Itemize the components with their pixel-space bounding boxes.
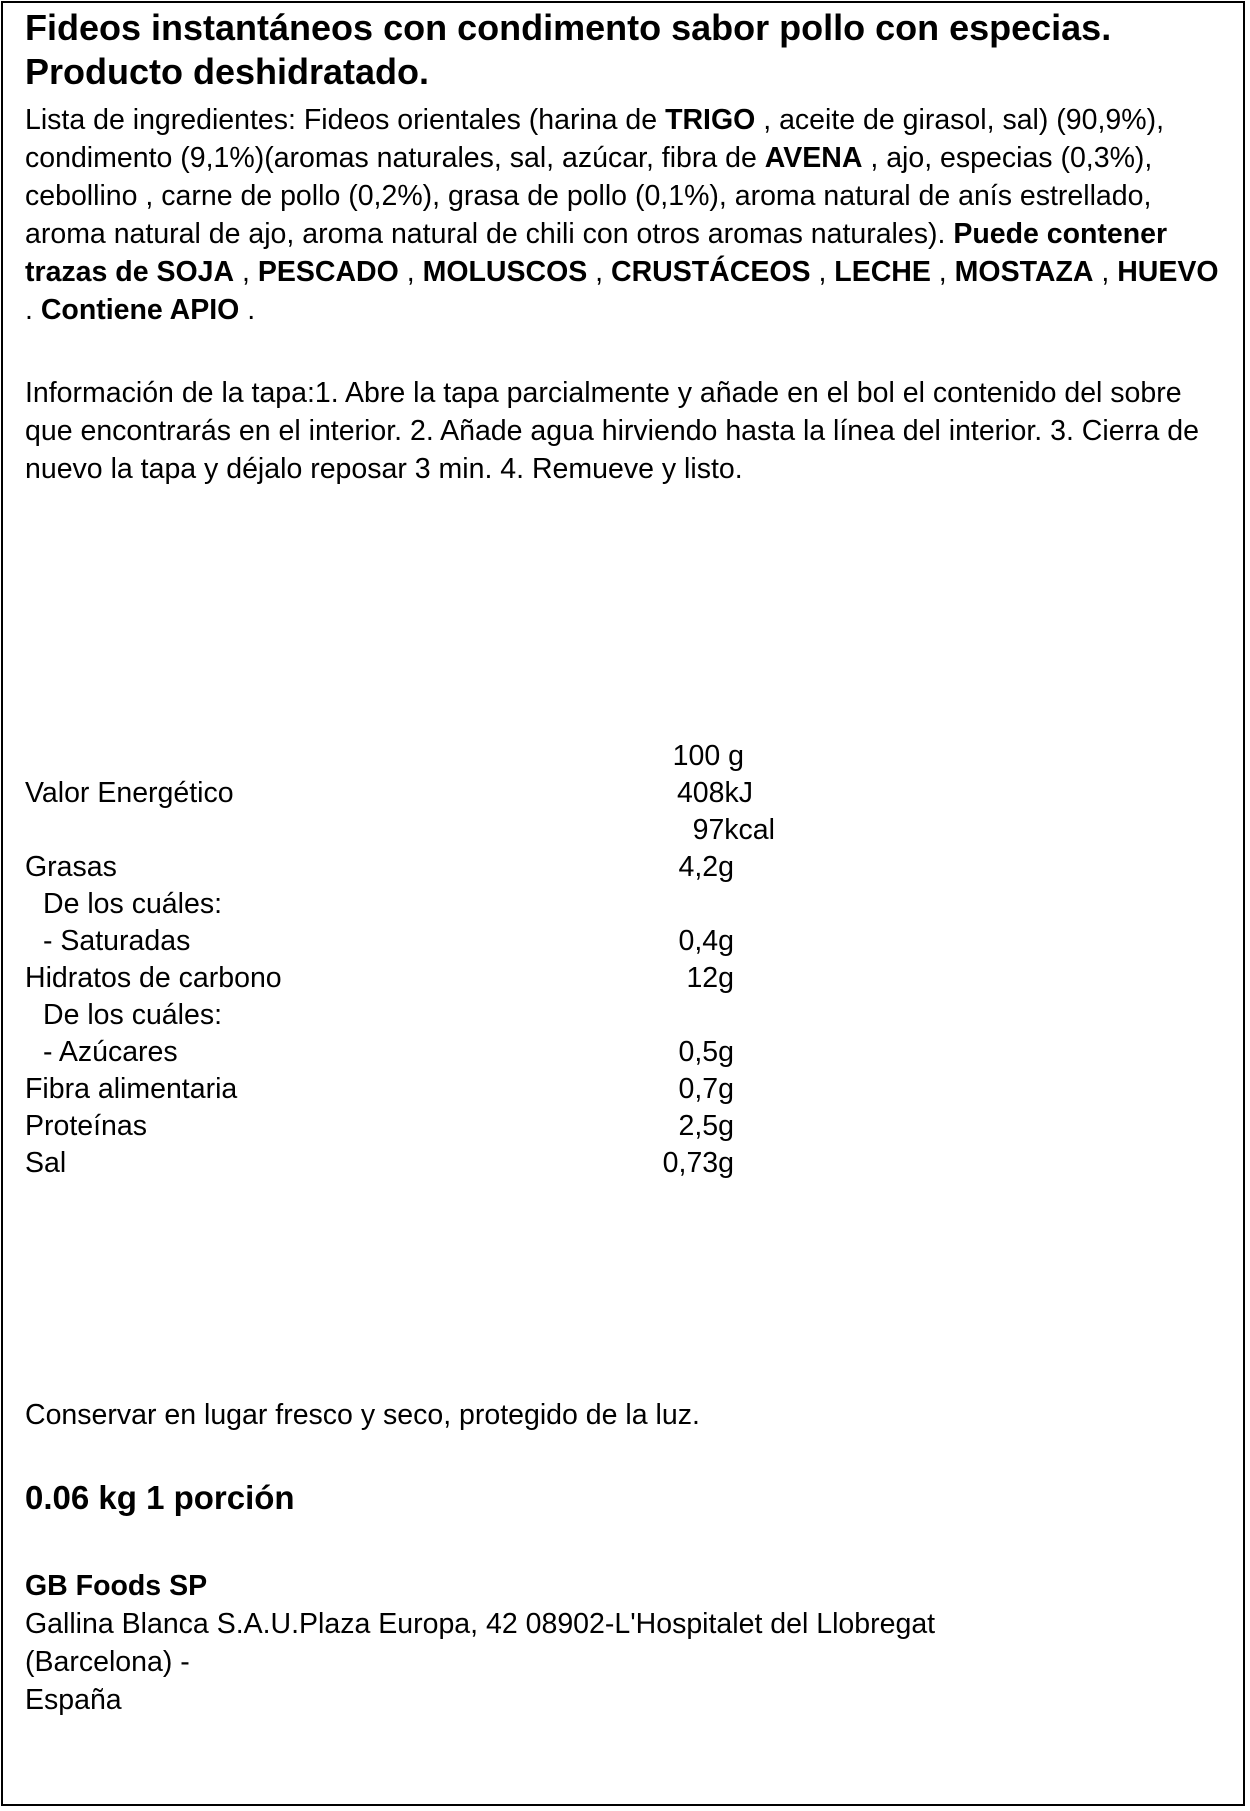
nutrition-label-energy: Valor Energético [25,777,234,809]
nutrition-label-carbohydrates: Hidratos de carbono [25,962,282,994]
nutrition-value-sugars: 0,5g [678,1036,734,1068]
nutrition-header: 100 g [672,740,744,772]
nutrition-label-of-which: De los cuáles: [43,888,223,920]
net-quantity: 0.06 kg 1 porción [25,1479,295,1516]
nutrition-value-saturates: 0,4g [678,925,734,957]
preparation-instructions: Información de la tapa:1. Abre la tapa parcialmente y añade en el bol el contenido del sobre que encontrarás en el interior. 2. Añade agua hirviendo hasta la línea del interior. 3. Cierra de nuevo la tapa y déjalo reposar 3 min. 4. Remueve y listo. [25,377,1200,485]
nutrition-label-fibre: Fibra alimentaria [25,1073,238,1105]
product-title: Fideos instantáneos con condimento sabor pollo con especias. Producto deshidratado. [25,7,1112,92]
nutrition-value-fat: 4,2g [678,851,734,883]
nutrition-value-protein: 2,5g [678,1110,734,1142]
ingredients-list: Lista de ingredientes: Fideos orientales (harina de TRIGO , aceite de girasol, sal) (90,9%), condimento (9,1%)(aromas naturales, sal, azúcar, fibra de AVENA , ajo, especias (0,3%), cebollino , carne de pollo (0,2%), grasa de pollo (0,1%), aroma natural de anís estrellado, aroma natural de ajo, aroma natural de chili con otros aromas naturales). Puede contener trazas de SOJA , PESCADO , MOLUSCOS , CRUSTÁCEOS , LECHE , MOSTAZA , HUEVO . Contiene APIO . [25,104,1219,326]
nutrition-label-salt: Sal [25,1147,67,1179]
nutrition-value-energy-kcal: 97kcal [692,814,775,846]
nutrition-value-energy-kj: 408kJ [676,777,753,809]
nutrition-label-protein: Proteínas [25,1110,147,1142]
nutrition-label-of-which-2: De los cuáles: [43,999,223,1031]
nutrition-value-fibre: 0,7g [678,1073,734,1105]
nutrition-label-saturates: - Saturadas [43,925,191,957]
address-line-3: España [25,1684,122,1716]
nutrition-value-carbohydrates: 12g [686,962,734,994]
address-line-2: (Barcelona) - [25,1646,190,1678]
company-name: GB Foods SP [25,1570,208,1602]
nutrition-value-salt: 0,73g [662,1147,734,1179]
storage-instructions: Conservar en lugar fresco y seco, protegido de la luz. [25,1399,700,1431]
address-line-1: Gallina Blanca S.A.U.Plaza Europa, 42 08902-L'Hospitalet del Llobregat [25,1608,936,1640]
nutrition-label-fat: Grasas [25,851,117,883]
nutrition-label-sugars: - Azúcares [43,1036,178,1068]
